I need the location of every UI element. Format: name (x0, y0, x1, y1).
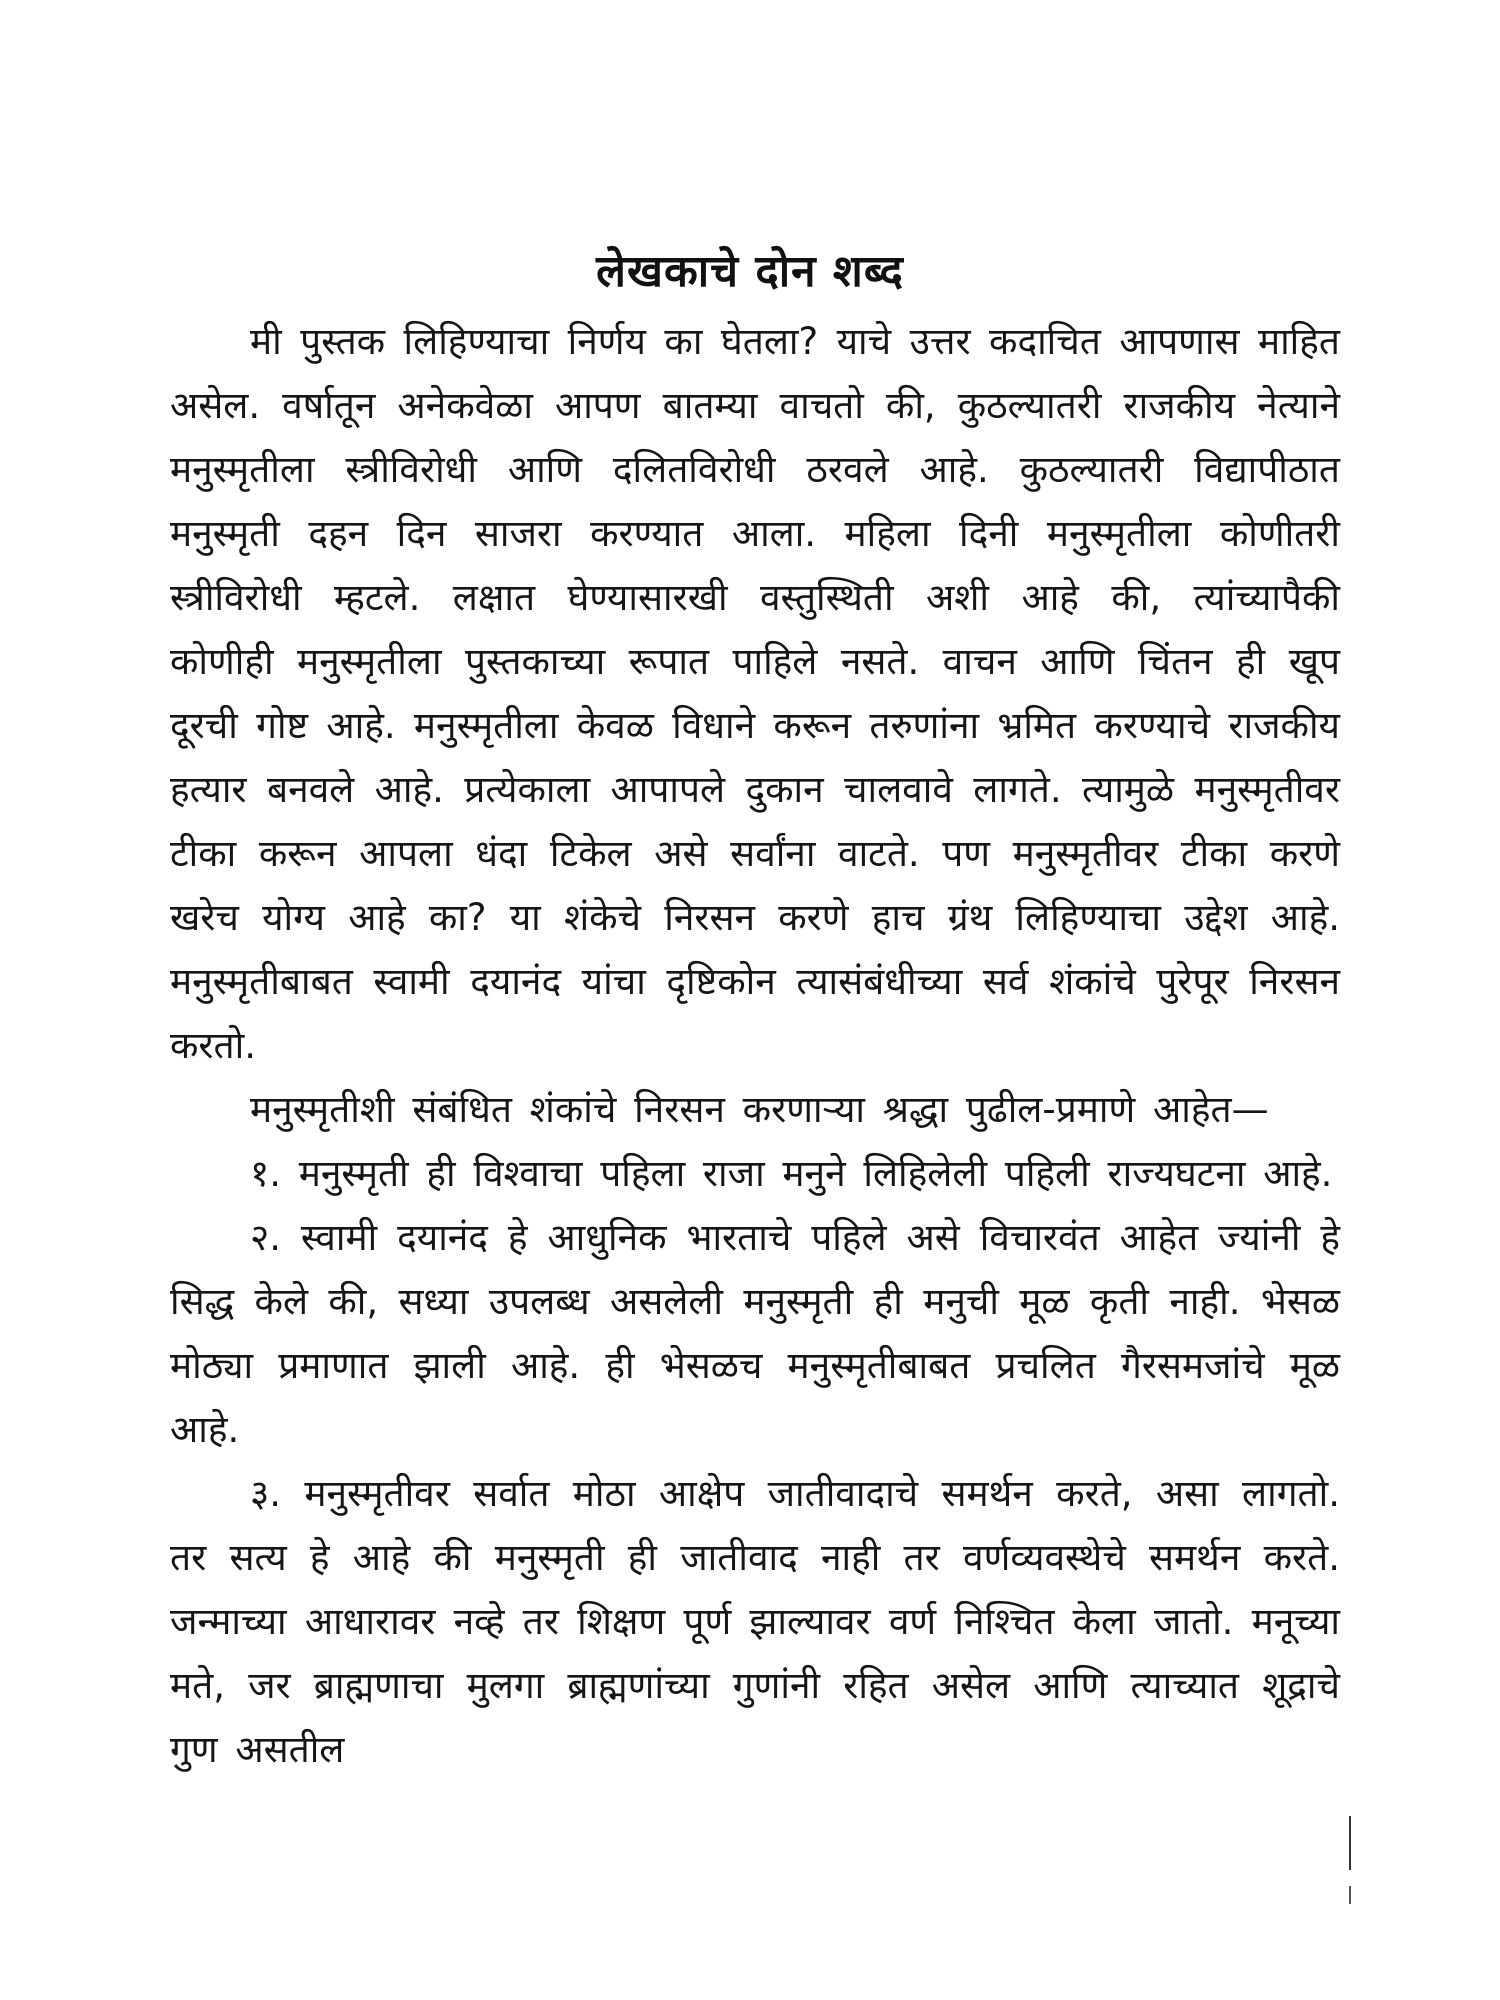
paragraph-beliefs-intro: मनुस्मृतीशी संबंधित शंकांचे निरसन करणाऱ्या श्रद्धा पुढील-प्रमाणे आहेत— (250, 1088, 1269, 1131)
page-title: लेखकाचे दोन शब्द (596, 246, 904, 298)
paragraph-point-2: २. स्वामी दयानंद हे आधुनिक भारताचे पहिले असे विचारवंत आहेत ज्यांनी हे सिद्ध केले की, सध्या उपलब्ध असलेली मनुस्मृती ही मनुची मूळ कृती नाही. भेसळ मोठ्या प्रमाणात झाली आहे. ही भेसळच मनुस्मृतीबाबत प्रचलित गैरसमजांचे मूळ आहे. (170, 1216, 1340, 1451)
margin-dot-mark (1349, 1886, 1351, 1904)
paragraph-point-3: ३. मनुस्मृतीवर सर्वात मोठा आक्षेप जातीवादाचे समर्थन करते, असा लागतो. तर सत्य हे आहे की मनुस्मृती ही जातीवाद नाही तर वर्णव्यवस्थेचे समर्थन करते. जन्माच्या आधारावर नव्हे तर शिक्षण पूर्ण झाल्यावर वर्ण निश्चित केला जातो. मनूच्या मते, जर ब्राह्मणाचा मुलगा ब्राह्मणांच्या गुणांनी रहित असेल आणि त्याच्यात शूद्राचे गुण असतील (170, 1472, 1340, 1771)
margin-line-mark (1349, 1816, 1351, 1870)
body-text (170, 310, 1340, 1782)
paragraph-point-1: १. मनुस्मृती ही विश्वाचा पहिला राजा मनुने लिहिलेली पहिली राज्यघटना आहे. (250, 1152, 1333, 1195)
paragraph-intro: मी पुस्तक लिहिण्याचा निर्णय का घेतला? याचे उत्तर कदाचित आपणास माहित असेल. वर्षातून अनेकवेळा आपण बातम्या वाचतो की, कुठल्यातरी राजकीय नेत्याने मनुस्मृतीला स्त्रीविरोधी आणि दलितविरोधी ठरवले आहे. कुठल्यातरी विद्यापीठात मनुस्मृती दहन दिन साजरा करण्यात आला. महिला दिनी मनुस्मृतीला कोणीतरी स्त्रीविरोधी म्हटले. लक्षात घेण्यासारखी वस्तुस्थिती अशी आहे की, त्यांच्यापैकी कोणीही मनुस्मृतीला पुस्तकाच्या रूपात पाहिले नसते. वाचन आणि चिंतन ही खूप दूरची गोष्ट आहे. मनुस्मृतीला केवळ विधाने करून तरुणांना भ्रमित करण्याचे राजकीय हत्यार बनवले आहे. प्रत्येकाला आपापले दुकान चालवावे लागते. त्यामुळे मनुस्मृतीवर टीका करून आपला धंदा टिकेल असे सर्वांना वाटते. पण मनुस्मृतीवर टीका करणे खरेच योग्य आहे का? या शंकेचे निरसन करणे हाच ग्रंथ लिहिण्याचा उद्देश आहे. मनुस्मृतीबाबत स्वामी दयानंद यांचा दृष्टिकोन त्यासंबंधीच्या सर्व शंकांचे पुरेपूर निरसन करतो. (170, 320, 1340, 1067)
